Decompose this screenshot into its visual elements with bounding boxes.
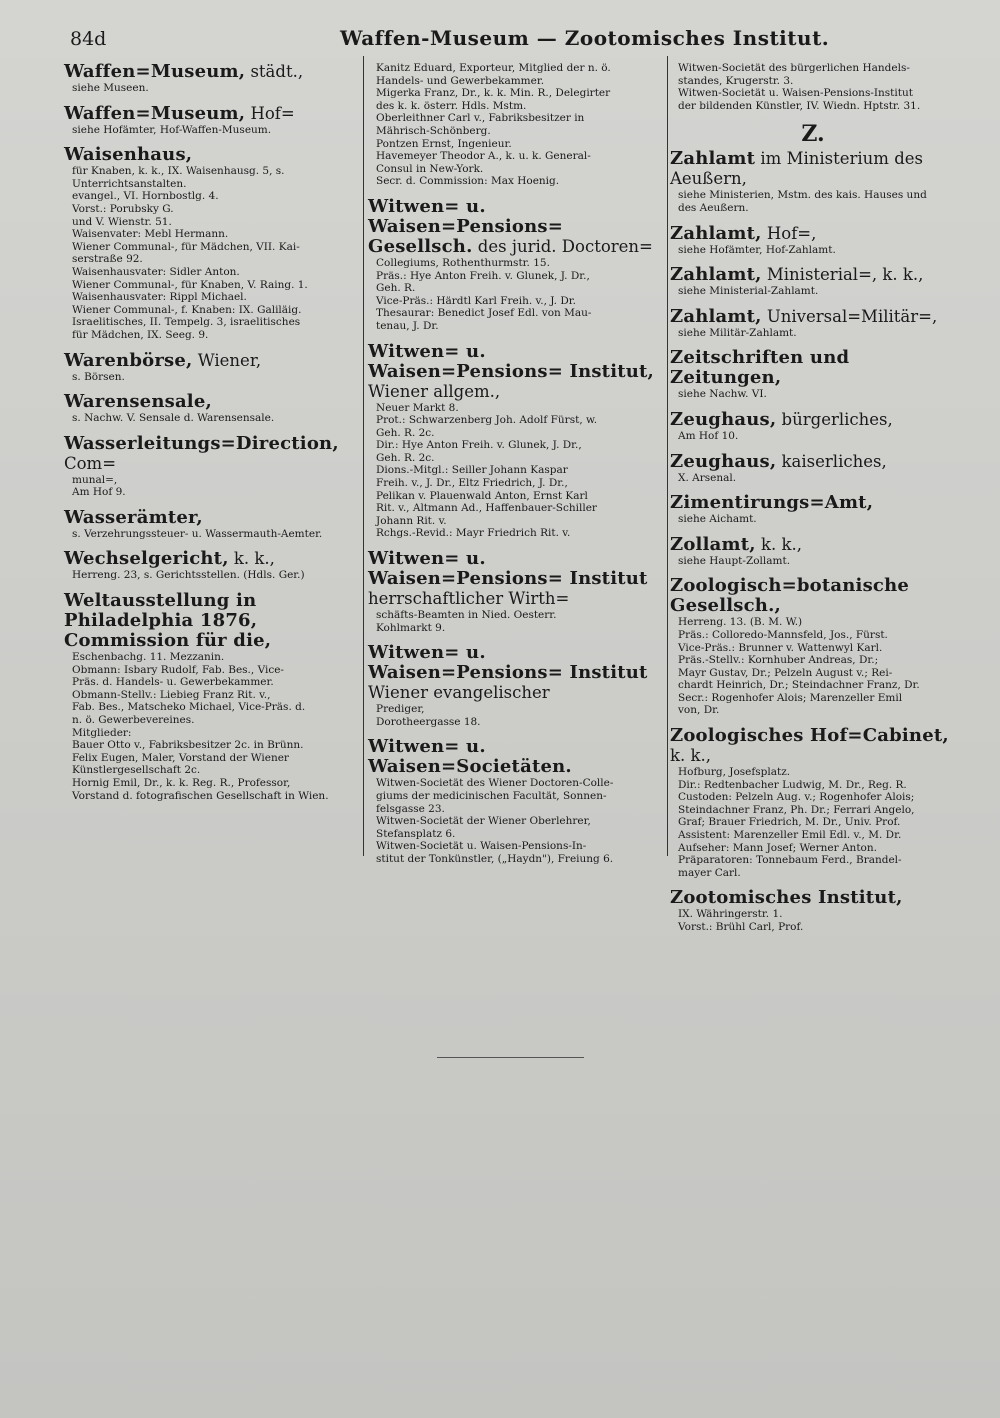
entry-heading <box>64 62 356 82</box>
entry-detail-line: für Knaben, k. k., IX. Waisenhausg. 5, s. <box>72 165 285 178</box>
entry-keyword: Zollamt, <box>670 533 756 555</box>
entry-detail-line: Custoden: Pelzeln Aug. v.; Rogenhofer Alois; <box>678 791 915 804</box>
entry-detail-line: Herreng. 13. (B. M. W.) <box>678 616 803 629</box>
directory-entry <box>368 643 656 728</box>
entry-keyword: Wasserleitungs=Direction, <box>64 432 339 454</box>
entry-qualifier: städt., <box>245 62 304 81</box>
entry-detail-line: schäfts-Beamten in Nied. Oesterr. <box>376 609 557 622</box>
entry-detail-line: Waisenhausvater: Sidler Anton. <box>72 265 240 278</box>
entry-detail-line: s. Nachw. V. Sensale d. Warensensale. <box>72 412 275 425</box>
entry-detail-line: Mayr Gustav, Dr.; Pelzeln August v.; Rei- <box>678 666 893 679</box>
entry-qualifier: herrschaftlicher Wirth= <box>368 589 570 609</box>
entry-detail-line: Aufseher: Mann Josef; Werner Anton. <box>678 841 877 854</box>
entry-keyword: Zeughaus, <box>670 408 777 430</box>
entry-detail-line: X. Arsenal. <box>678 471 737 484</box>
entry-detail-line: Pelikan v. Plauenwald Anton, Ernst Karl <box>376 489 588 502</box>
entry-detail-line: Dorotheergasse 18. <box>376 715 481 728</box>
entry-detail-line: Havemeyer Theodor A., k. u. k. General- <box>376 150 591 163</box>
entry-detail-line: Präs.: Colloredo-Mannsfeld, Jos., Fürst. <box>678 628 888 641</box>
entry-keyword: Waisenhaus, <box>64 144 193 166</box>
directory-entry <box>670 452 956 485</box>
directory-entry <box>670 348 956 401</box>
entry-detail-line: Witwen-Societät der Wiener Oberlehrer, <box>376 815 591 828</box>
entry-detail-line: und V. Wienstr. 51. <box>72 215 172 228</box>
entry-qualifier: Com= <box>64 453 117 473</box>
entry-detail-line: n. ö. Gewerbevereines. <box>72 714 195 727</box>
directory-entry <box>368 342 656 541</box>
entry-keyword: Witwen= u. Waisen=Pensions= Institut <box>368 548 648 590</box>
directory-entry <box>670 535 956 568</box>
entry-detail-line: von, Dr. <box>678 704 720 717</box>
section-letter: Z. <box>801 121 825 148</box>
entry-heading <box>64 104 356 124</box>
entry-detail-line: Wiener Communal-, für Mädchen, VII. Kai- <box>72 240 300 253</box>
entry-detail-line: Unterrichtsanstalten. <box>72 177 187 190</box>
entry-keyword: Zahlamt <box>670 148 756 170</box>
entry-detail-line: Präparatoren: Tonnebaum Ferd., Brandel- <box>678 854 902 867</box>
entry-detail-line: Vorst.: Porubsky G. <box>72 202 174 215</box>
entry-qualifier: kaiserliches, <box>776 451 887 471</box>
entry-detail-line: Handels- und Gewerbekammer. <box>376 74 545 87</box>
entry-heading <box>64 392 356 412</box>
entry-heading <box>368 342 656 402</box>
directory-entry <box>670 726 956 879</box>
entry-heading <box>670 452 956 472</box>
column-divider <box>363 56 364 856</box>
directory-entry <box>670 493 956 526</box>
entry-qualifier: Wiener evangelischer <box>368 683 550 703</box>
entry-detail-line: Am Hof 9. <box>72 486 126 499</box>
entry-detail-line: Künstlergesellschaft 2c. <box>72 764 201 777</box>
entry-detail-line: Prot.: Schwarzenberg Joh. Adolf Fürst, w. <box>376 414 598 427</box>
entry-qualifier: im Ministerium des Aeußern, <box>670 149 923 189</box>
entry-keyword: Waffen=Museum, <box>64 102 246 124</box>
entry-keyword: Wechselgericht, <box>64 548 229 570</box>
entry-qualifier: k. k., <box>228 549 275 569</box>
entry-detail-line: Migerka Franz, Dr., k. k. Min. R., Delegirter <box>376 87 611 100</box>
directory-entry <box>670 62 956 112</box>
entry-detail-line: Rit. v., Altmann Ad., Haffenbauer-Schiller <box>376 502 597 515</box>
entry-detail-line: Geh. R. 2c. <box>376 426 435 439</box>
entry-qualifier: Hof=, <box>761 223 817 243</box>
directory-entry <box>670 265 956 298</box>
entry-detail-line: Prediger, <box>376 703 425 716</box>
entry-heading <box>64 434 356 474</box>
entry-detail-line: Hornig Emil, Dr., k. k. Reg. R., Professor, <box>72 777 291 789</box>
entry-qualifier: Hof= <box>245 103 295 123</box>
entry-qualifier: bürgerliches, <box>776 409 893 429</box>
entry-detail-line: s. Börsen. <box>72 370 125 383</box>
entry-detail-line: Geh. R. 2c. <box>376 451 435 464</box>
entry-detail-line: Kohlmarkt 9. <box>376 621 446 634</box>
directory-entry <box>670 224 956 257</box>
directory-entry <box>64 508 356 541</box>
entry-keyword: Witwen= u. Waisen=Societäten. <box>368 736 572 778</box>
column-left <box>60 62 360 943</box>
entry-detail-line: Steindachner Franz, Ph. Dr.; Ferrari Angelo, <box>678 803 915 816</box>
directory-entry <box>670 576 956 717</box>
entry-qualifier: k. k., <box>755 534 802 554</box>
directory-entry <box>64 392 356 425</box>
entry-detail-line: Witwen-Societät u. Waisen-Pensions-In- <box>376 840 587 853</box>
entry-detail-line: Eschenbachg. 11. Mezzanin. <box>72 651 225 664</box>
entry-detail-line: Dions.-Mitgl.: Seiller Johann Kaspar <box>376 464 568 477</box>
entry-detail-line: Vice-Präs.: Härdtl Karl Freih. v., J. Dr. <box>376 294 576 307</box>
directory-entry <box>64 62 356 95</box>
entry-detail-line: chardt Heinrich, Dr.; Steindachner Franz, Dr. <box>678 679 920 692</box>
entry-heading <box>670 576 956 616</box>
directory-entry <box>64 145 356 341</box>
entry-heading <box>670 224 956 244</box>
entry-detail-line: Mitglieder: <box>72 726 132 739</box>
entry-keyword: Zeitschriften und Zeitungen, <box>670 347 850 389</box>
entry-detail-line: evangel., VI. Hornbostlg. 4. <box>72 190 219 203</box>
entry-detail-line: Stefansplatz 6. <box>376 827 456 840</box>
entry-keyword: Zahlamt, <box>670 264 762 286</box>
directory-entry <box>368 197 656 333</box>
entry-detail-line: siehe Ministerien, Mstm. des kais. Hauses und <box>678 189 927 202</box>
entry-detail-line: siehe Hofämter, Hof-Zahlamt. <box>678 243 836 256</box>
directory-entry <box>64 351 356 384</box>
entry-detail-line: Witwen-Societät des Wiener Doctoren-Colle- <box>376 777 614 790</box>
entry-detail-line: munal=, <box>72 473 118 486</box>
entry-detail-line: Graf; Brauer Friedrich, M. Dr., Univ. Prof. <box>678 816 901 829</box>
entry-heading <box>670 348 956 388</box>
entry-detail-line: Vice-Präs.: Brunner v. Wattenwyl Karl. <box>678 641 883 654</box>
entry-detail-line: IX. Währingerstr. 1. <box>678 908 783 921</box>
entry-qualifier: Universal=Militär=, <box>761 306 938 326</box>
entry-detail-line: giums der medicinischen Facultät, Sonnen- <box>376 790 607 802</box>
entry-detail-line: mayer Carl. <box>678 866 741 879</box>
entry-heading <box>670 410 956 430</box>
entry-detail-line: Oberleithner Carl v., Fabriksbesitzer in <box>376 112 585 125</box>
entry-keyword: Witwen= u. Waisen=Pensions= Institut, <box>368 340 655 382</box>
entry-detail-line: Rchgs.-Revid.: Mayr Friedrich Rit. v. <box>376 527 571 540</box>
entry-heading <box>64 351 356 371</box>
entry-keyword: Zoologisch=botanische Gesellsch., <box>670 575 910 617</box>
entry-qualifier: des jurid. Doctoren= <box>472 236 653 256</box>
entry-heading <box>64 508 356 528</box>
page-number: 84d <box>70 28 107 50</box>
entry-keyword: Zahlamt, <box>670 305 762 327</box>
entry-detail-line: Consul in New-York. <box>376 162 484 175</box>
entry-detail-line: siehe Haupt-Zollamt. <box>678 554 791 567</box>
directory-entry <box>368 549 656 634</box>
entry-detail-line: Herreng. 23, s. Gerichtsstellen. (Hdls. Ger.) <box>72 569 305 582</box>
entry-detail-line: Geh. R. <box>376 282 416 295</box>
entry-detail-line: standes, Krugerstr. 3. <box>678 74 794 87</box>
entry-detail-line: Bauer Otto v., Fabriksbesitzer 2c. in Brünn. <box>72 739 304 752</box>
entry-keyword: Zootomisches Institut, <box>670 887 903 909</box>
entry-heading <box>368 643 656 703</box>
entry-detail-line: des k. k. österr. Hdls. Mstm. <box>376 99 527 112</box>
directory-entry <box>64 434 356 499</box>
entry-columns <box>60 62 970 943</box>
entry-detail-line: Pontzen Ernst, Ingenieur. <box>376 137 512 150</box>
entry-qualifier: k. k., <box>670 746 711 766</box>
entry-detail-line: Kanitz Eduard, Exporteur, Mitglied der n. ö. <box>376 62 611 74</box>
entry-detail-line: des Aeußern. <box>678 201 749 214</box>
entry-keyword: Warenbörse, <box>64 349 193 371</box>
directory-entry <box>64 104 356 137</box>
entry-detail-line: für Mädchen, IX. Seeg. 9. <box>72 328 209 341</box>
entry-detail-line: Freih. v., J. Dr., Eltz Friedrich, J. Dr., <box>376 477 568 490</box>
entry-detail-line: Thesaurar: Benedict Josef Edl. von Mau- <box>376 307 592 320</box>
entry-keyword: Weltausstellung in Philadelphia 1876, Commission für die, <box>64 590 272 652</box>
directory-entry <box>64 591 356 802</box>
directory-entry <box>670 149 956 214</box>
entry-detail-line: Präs.-Stellv.: Kornhuber Andreas, Dr.; <box>678 654 879 667</box>
running-title: Waffen-Museum — Zootomisches Institut. <box>340 26 830 50</box>
directory-entry <box>670 888 956 933</box>
entry-heading <box>64 145 356 165</box>
directory-entry <box>64 549 356 582</box>
directory-entry <box>670 307 956 340</box>
entry-detail-line: Secr.: Rogenhofer Alois; Marenzeller Emil <box>678 691 903 704</box>
entry-detail-line: Assistent: Marenzeller Emil Edl. v., M. Dr. <box>678 829 902 842</box>
entry-detail-line: Israelitisches, II. Tempelg. 3, israelitisches <box>72 316 301 329</box>
entry-keyword: Zimentirungs=Amt, <box>670 492 874 514</box>
column-middle <box>360 62 660 943</box>
entry-detail-line: Obmann-Stellv.: Liebieg Franz Rit. v., <box>72 688 271 701</box>
entry-heading <box>670 149 956 189</box>
entry-heading <box>64 591 356 651</box>
entry-detail-line: Secr. d. Commission: Max Hoenig. <box>376 175 560 188</box>
entry-keyword: Witwen= u. Waisen=Pensions= Gesellsch. <box>368 195 563 257</box>
entry-heading <box>368 197 656 257</box>
entry-heading <box>670 888 956 908</box>
entry-keyword: Zahlamt, <box>670 222 762 244</box>
entry-qualifier: Ministerial=, k. k., <box>761 265 924 285</box>
entry-detail-line: siehe Aichamt. <box>678 513 757 526</box>
entry-keyword: Wasserämter, <box>64 506 203 528</box>
entry-heading <box>670 726 956 766</box>
entry-detail-line: s. Verzehrungssteuer- u. Wassermauth-Aemter. <box>72 527 323 540</box>
page-header <box>60 24 970 52</box>
entry-qualifier: Wiener, <box>192 350 262 370</box>
entry-keyword: Warensensale, <box>64 391 212 413</box>
directory-entry <box>368 737 656 865</box>
entry-detail-line: Johann Rit. v. <box>376 514 447 527</box>
entry-detail-line: siehe Hofämter, Hof-Waffen-Museum. <box>72 123 272 136</box>
entry-detail-line: Collegiums, Rothenthurmstr. 15. <box>376 256 550 269</box>
entry-detail-line: siehe Museen. <box>72 82 149 94</box>
entry-detail-line: Neuer Markt 8. <box>376 401 459 414</box>
entry-detail-line: Waisenvater: Mebl Hermann. <box>72 228 229 241</box>
entry-detail-line: Dir.: Redtenbacher Ludwig, M. Dr., Reg. R. <box>678 778 907 791</box>
entry-detail-line: Fab. Bes., Matscheko Michael, Vice-Präs. d. <box>72 701 306 714</box>
end-rule <box>437 1057 584 1058</box>
entry-keyword: Zoologisches Hof=Cabinet, <box>670 725 949 747</box>
directory-entry <box>368 62 656 188</box>
entry-detail-line: Vorstand d. fotografischen Gesellschaft in Wien. <box>72 789 329 802</box>
entry-detail-line: Felix Eugen, Maler, Vorstand der Wiener <box>72 751 289 764</box>
column-divider <box>667 56 668 856</box>
entry-detail-line: stitut der Tonkünstler, („Haydn"), Freiung 6. <box>376 852 614 865</box>
entry-detail-line: felsgasse 23. <box>376 802 445 815</box>
entry-qualifier: Wiener allgem., <box>368 381 501 401</box>
entry-keyword: Zeughaus, <box>670 450 777 472</box>
entry-heading <box>670 493 956 513</box>
entry-heading <box>368 549 656 609</box>
entry-heading <box>670 307 956 327</box>
entry-detail-line: Hofburg, Josefsplatz. <box>678 766 791 779</box>
entry-keyword: Witwen= u. Waisen=Pensions= Institut <box>368 642 648 684</box>
entry-detail-line: Waisenhausvater: Rippl Michael. <box>72 291 247 304</box>
entry-heading <box>64 549 356 569</box>
entry-detail-line: Dir.: Hye Anton Freih. v. Glunek, J. Dr., <box>376 439 582 452</box>
entry-detail-line: siehe Nachw. VI. <box>678 388 767 401</box>
entry-detail-line: serstraße 92. <box>72 253 143 266</box>
entry-detail-line: tenau, J. Dr. <box>376 319 439 332</box>
entry-detail-line: Obmann: Isbary Rudolf, Fab. Bes., Vice- <box>72 663 284 676</box>
entry-heading <box>670 265 956 285</box>
entry-detail-line: Witwen-Societät u. Waisen-Pensions-Institut <box>678 87 913 100</box>
entry-detail-line: Witwen-Societät des bürgerlichen Handels- <box>678 62 910 74</box>
entry-heading <box>368 737 656 777</box>
entry-detail-line: siehe Militär-Zahlamt. <box>678 326 797 339</box>
entry-detail-line: der bildenden Künstler, IV. Wiedn. Hptstr. 31. <box>678 99 921 112</box>
entry-detail-line: Präs. d. Handels- u. Gewerbekammer. <box>72 676 274 689</box>
directory-entry <box>670 410 956 443</box>
entry-detail-line: Mährisch-Schönberg. <box>376 124 491 137</box>
entry-detail-line: Wiener Communal-, f. Knaben: IX. Galiläig. <box>72 303 302 316</box>
entry-keyword: Waffen=Museum, <box>64 61 246 82</box>
entry-detail-line: Am Hof 10. <box>678 429 739 442</box>
entry-heading <box>670 535 956 555</box>
column-right <box>660 62 960 943</box>
entry-detail-line: Wiener Communal-, für Knaben, V. Raing. 1. <box>72 278 308 291</box>
entry-detail-line: siehe Ministerial-Zahlamt. <box>678 285 819 298</box>
entry-detail-line: Präs.: Hye Anton Freih. v. Glunek, J. Dr., <box>376 269 590 282</box>
entry-detail-line: Vorst.: Brühl Carl, Prof. <box>678 921 804 933</box>
